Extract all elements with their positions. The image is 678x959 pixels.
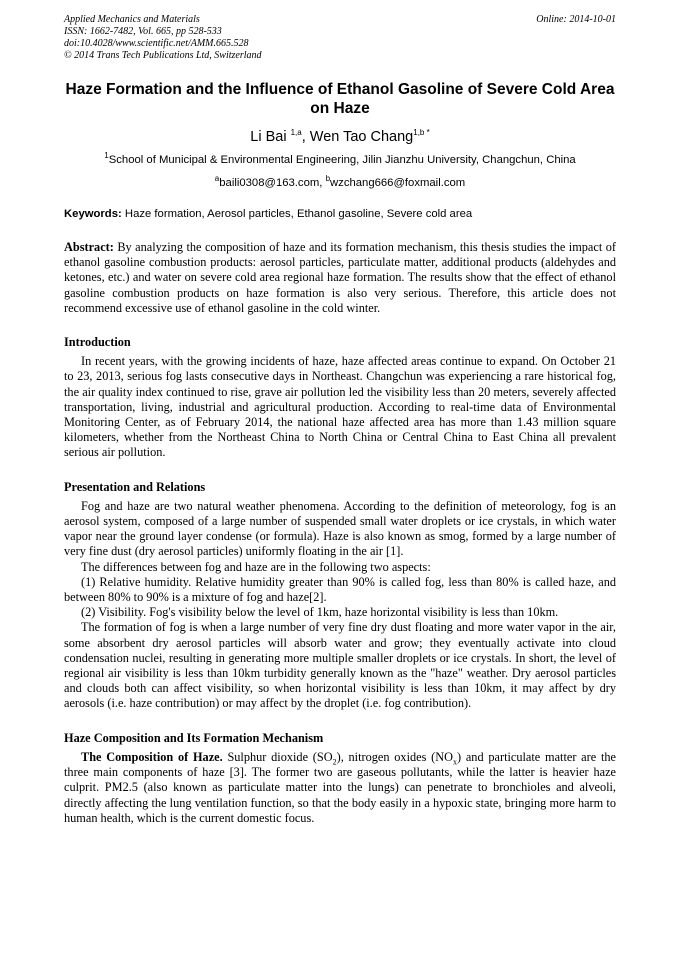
paragraph-text: Sulphur dioxide (SO (222, 749, 333, 764)
email-address: baili0308@163.com (219, 176, 320, 189)
section-heading-introduction: Introduction (64, 335, 131, 350)
journal-issn: ISSN: 1662-7482, Vol. 665, pp 528-533 (64, 26, 222, 37)
journal-header (64, 14, 616, 62)
subscript: 2 (332, 757, 337, 767)
keywords-label: Keywords: (64, 208, 122, 220)
email-marker: a (214, 174, 220, 183)
paper-body (64, 240, 616, 826)
journal-doi: doi:10.4028/www.scientific.net/AMM.665.528 (64, 38, 249, 49)
author-name: Li Bai (250, 128, 291, 145)
section-heading-presentation: Presentation and Relations (64, 479, 206, 494)
abstract-label: Abstract: (64, 240, 114, 254)
author-emails (64, 172, 616, 190)
affil-marker: 1 (104, 151, 109, 160)
keywords (64, 207, 616, 221)
paragraph: In recent years, with the growing incidents of haze, haze affected areas continue to expand. On October 21 to 23, 2013, serious fog lasts consecutive days in Northeast. Changchun was experiencing a rare historical fog, the air quality index continued to rise, grave air pollution led the visibility less than 20 meters, severely affected transportation, living, industrial and agricultural production. According to real-time data of Environmental Monitoring Center, as of February 2014, the national haze affected area has more than 1.43 million square kilometers, whether from the Northeast China to North China or Central China to East China all prevalent serious air pollution. (64, 354, 616, 460)
author-affil-marker: 1,b * (413, 128, 430, 137)
email-address: wzchang666@foxmail.com (330, 176, 466, 189)
abstract (64, 240, 616, 316)
paragraph (64, 750, 616, 826)
subscript: x (453, 757, 457, 767)
paragraph: The differences between fog and haze are in the following two aspects: (81, 559, 431, 574)
email-marker: b (325, 174, 331, 183)
affil-text: School of Municipal & Environmental Engineering, Jilin Jianzhu University, Changchun, China (108, 153, 576, 166)
affiliation (64, 149, 616, 167)
subsection-lead: The Composition of Haze. (81, 749, 223, 764)
email-separator: , (319, 176, 326, 189)
online-date: Online: 2014-10-01 (536, 14, 616, 25)
author-list (64, 124, 616, 146)
paragraph-text: ) and particulate matter are the three main components of haze [3]. The former two are gaseous pollutants, while the latter is heavier haze culprit. PM2.5 (also known as particulate matter into the lungs) can penetrate to bronchioles and alveoli, directly affecting the lung ventilation function, so that the body easily in a hypoxic state, bringing more harm to human health, which is the current domestic focus. (64, 749, 616, 825)
paragraph: (2) Visibility. Fog's visibility below the level of 1km, haze horizontal visibility is less than 10km. (81, 605, 559, 620)
keywords-text: Haze formation, Aerosol particles, Ethanol gasoline, Severe cold area (121, 208, 473, 220)
author-separator: , (301, 128, 310, 145)
author-name: Wen Tao Chang (309, 128, 414, 145)
section-heading-composition: Haze Composition and Its Formation Mechanism (64, 730, 324, 745)
journal-name: Applied Mechanics and Materials (64, 14, 200, 25)
author-affil-marker: 1,a (290, 128, 302, 137)
journal-copyright: © 2014 Trans Tech Publications Ltd, Switzerland (64, 50, 262, 61)
paper-title: Haze Formation and the Influence of Ethanol Gasoline of Severe Cold Area on Haze (65, 81, 615, 117)
paragraph: The formation of fog is when a large number of very fine dry dust floating and more water vapor in the air, some absorbent dry aerosol particles will absorb water and grow; they eventually activate into cloud condensation nuclei, resulting in generating more multiple smaller droplets or ice crystals. In short, the level of regional air visibility is less than 10km turbidity generally known as the "haze" weather. Dry aerosol particles and clouds both can affect visibility, so when horizontal visibility is less than 10km, it may affect by dry aerosols (i.e. haze contribution) or may affect by the droplet (i.e. fog contribution). (64, 620, 616, 711)
paragraph-text: ), nitrogen oxides (NO (336, 749, 453, 764)
paragraph: Fog and haze are two natural weather phenomena. According to the definition of meteorology, fog is an aerosol system, composed of a large number of suspended small water droplets or ice crystals, in which water vapor near the ground layer condense (or formula). Haze is also known as smog, formed by a large number of very fine dust (dry aerosol particles) uniformly floating in the air [1]. (64, 498, 616, 559)
paragraph: (1) Relative humidity. Relative humidity greater than 90% is called fog, less than 80% is called haze, and between 80% to 90% is a mixture of fog and haze[2]. (64, 574, 616, 605)
abstract-text: By analyzing the composition of haze and its formation mechanism, this thesis studies the impact of ethanol gasoline combustion products: aerosol particles, particulate matter, additional products (aldehydes and ketones, etc.) and water on severe cold area regional haze formation. The results show that the effect of ethanol gasoline combustion products on haze formation is also very serious. Therefore, this article does not recommend excessive use of ethanol gasoline in the cold winter. (64, 240, 616, 315)
